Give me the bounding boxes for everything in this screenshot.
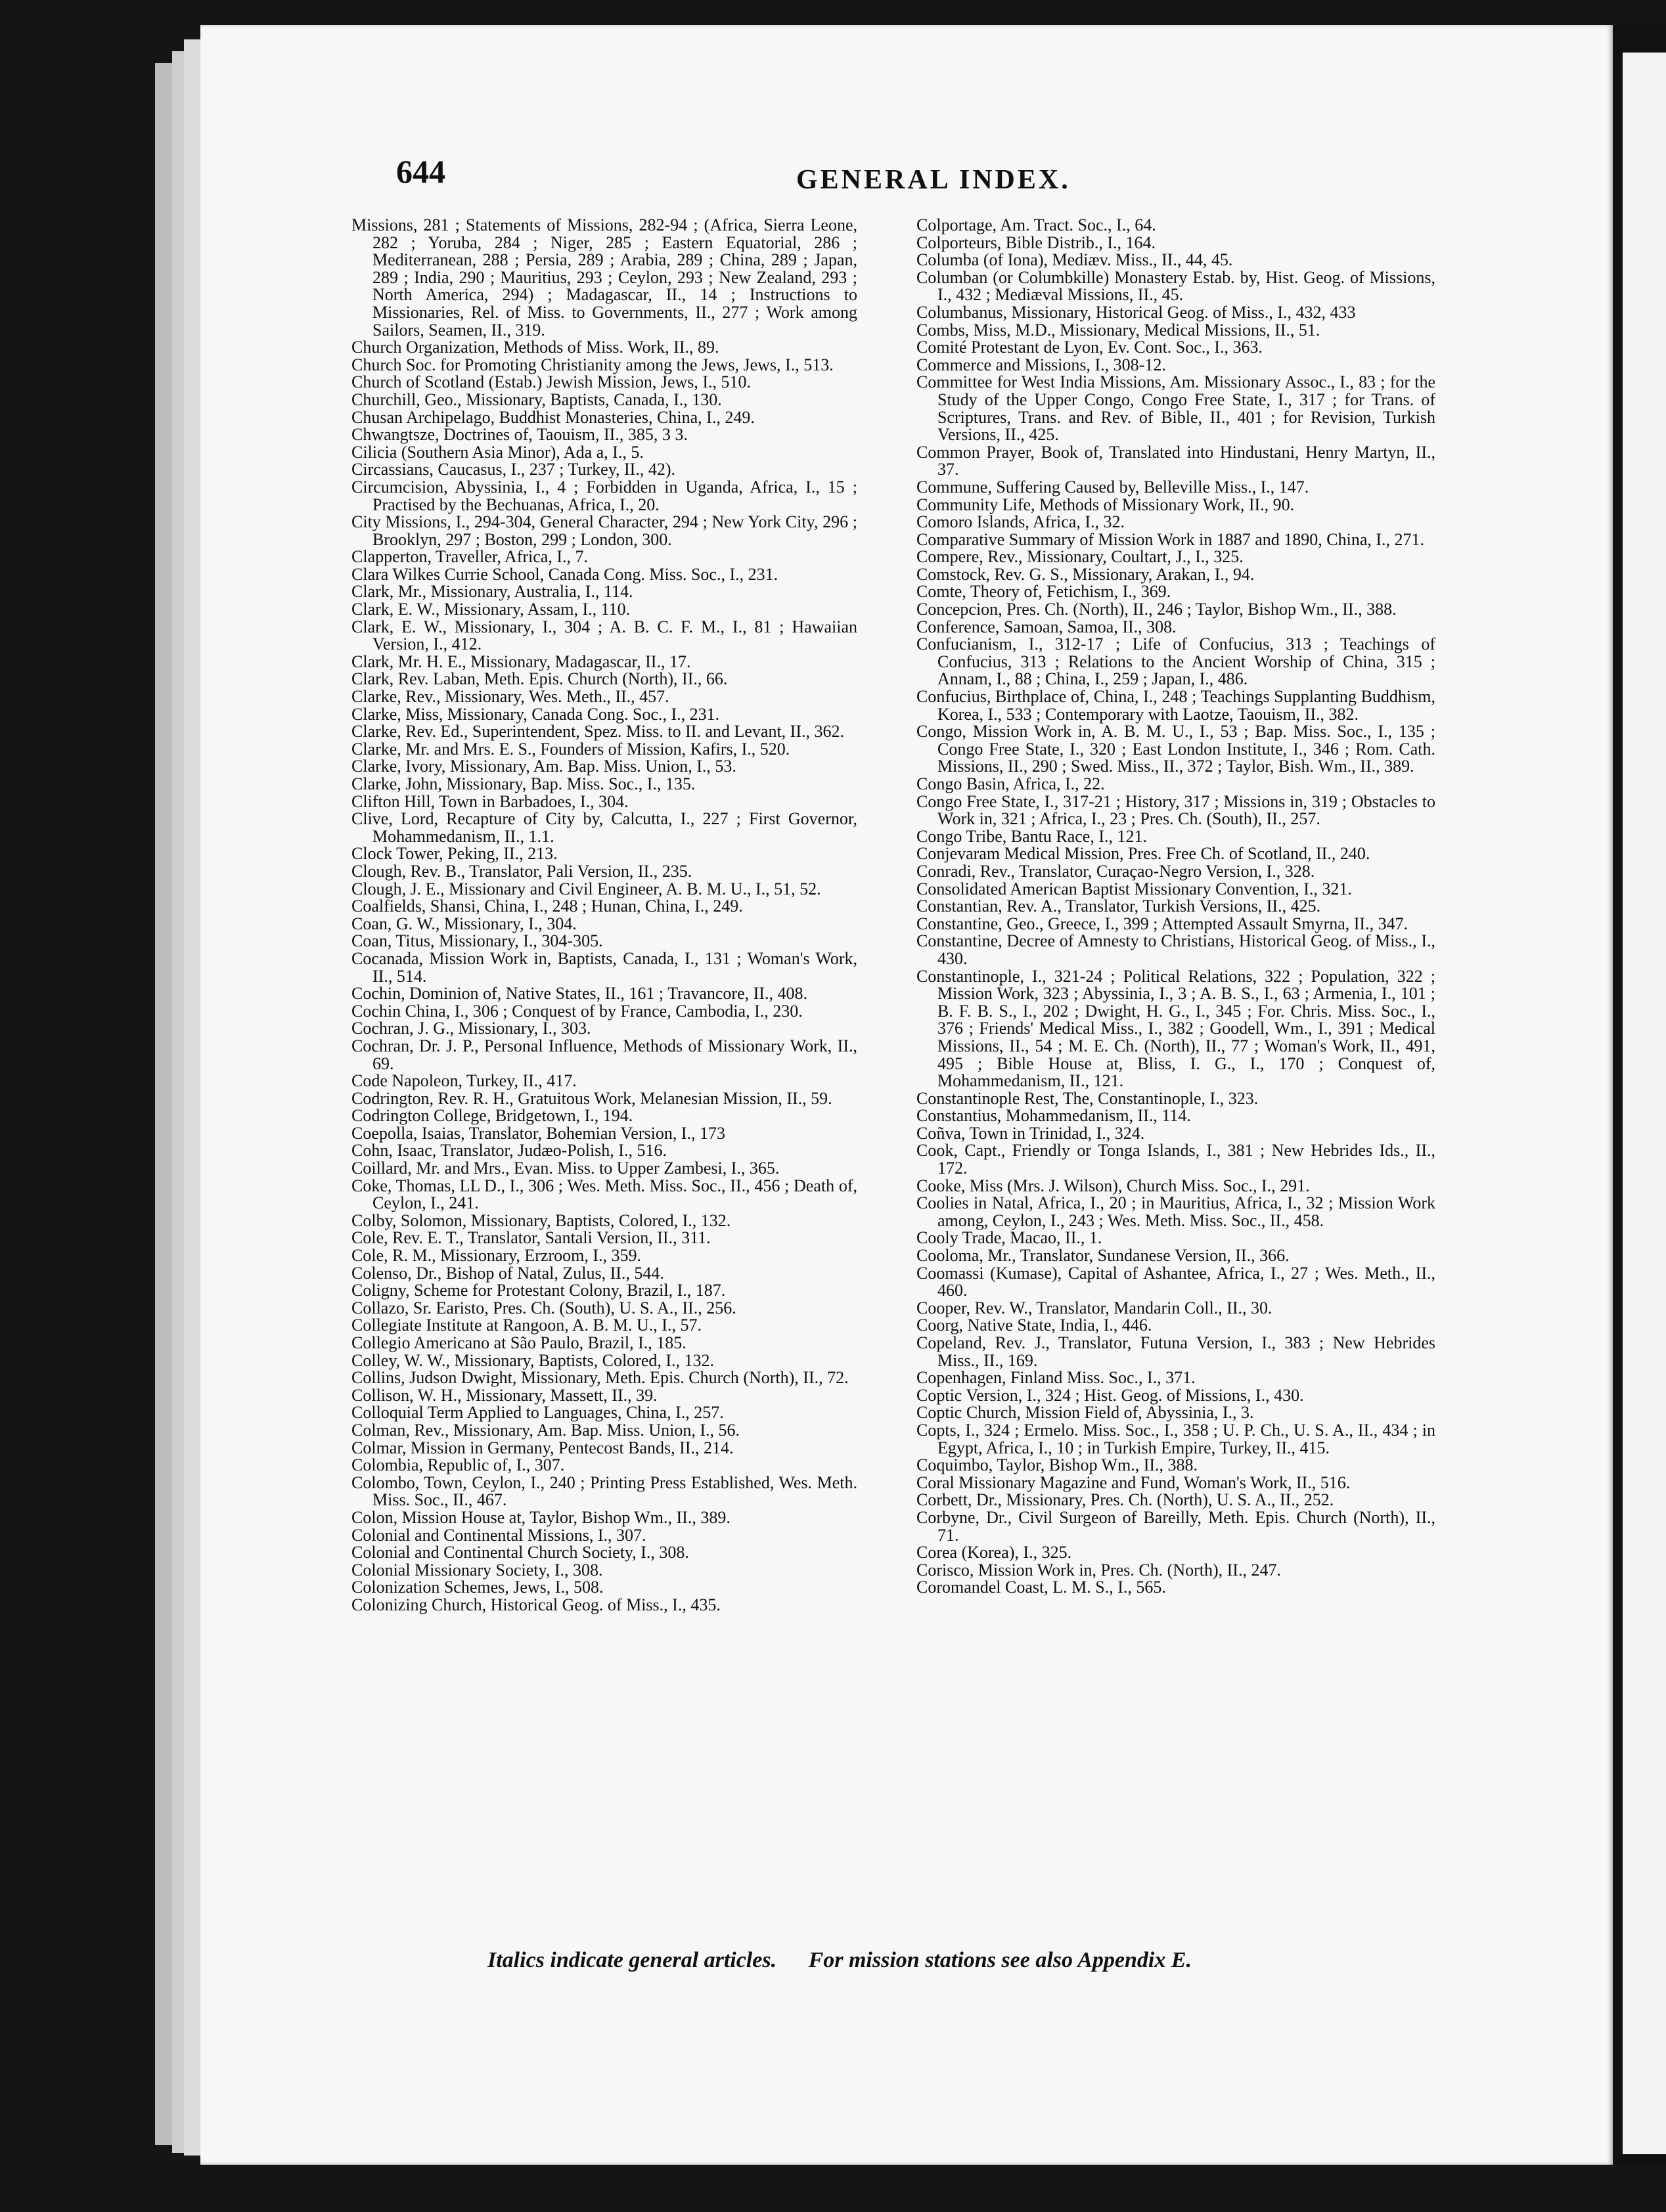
index-entry: Columbanus, Missionary, Historical Geog. of Miss., I., 432, 433 bbox=[916, 302, 1356, 322]
adjacent-page bbox=[1623, 53, 1666, 2154]
index-entry: Coñva, Town in Trinidad, I., 324. bbox=[916, 1123, 1145, 1143]
index-entry: Codrington College, Bridgetown, I., 194. bbox=[351, 1106, 633, 1126]
index-column-left bbox=[351, 217, 857, 1614]
index-entry: Cooloma, Mr., Translator, Sundanese Version, II., 366. bbox=[916, 1246, 1290, 1266]
index-entry: Conference, Samoan, Samoa, II., 308. bbox=[916, 617, 1177, 636]
index-entry: Confucianism, I., 312-17 ; Life of Confucius, 313 ; Teachings of Confucius, 313 ; Relations to the Ancient Worship of China, 315 ; Annam, I., 88 ; China, I., 259 ; Japan, I., 486. bbox=[916, 634, 1435, 689]
footer-appendix-note: For mission stations see also Appendix E. bbox=[808, 1948, 1192, 1972]
index-entry: Cocanada, Mission Work in, Baptists, Canada, I., 131 ; Woman's Work, II., 514. bbox=[351, 948, 857, 986]
index-entry: Committee for West India Missions, Am. Missionary Assoc., I., 83 ; for the Study of the Upper Congo, Congo Free State, I., 317 ; for Trans. of Scriptures, Trans. and Rev. of Bible, II., 401 ; for Revision, Turkish Versions, II., 425. bbox=[916, 372, 1435, 445]
index-entry: Comstock, Rev. G. S., Missionary, Arakan, I., 94. bbox=[916, 564, 1255, 584]
page-number: 644 bbox=[396, 153, 445, 190]
index-entry: Clark, Rev. Laban, Meth. Epis. Church (North), II., 66. bbox=[351, 669, 728, 689]
index-entry: Cooper, Rev. W., Translator, Mandarin Coll., II., 30. bbox=[916, 1298, 1272, 1317]
index-entry: Cole, R. M., Missionary, Erzroom, I., 359. bbox=[351, 1246, 641, 1266]
index-entry: Clough, Rev. B., Translator, Pali Version, II., 235. bbox=[351, 861, 692, 881]
index-entry: Clarke, Miss, Missionary, Canada Cong. Soc., I., 231. bbox=[351, 704, 720, 724]
index-entry: City Missions, I., 294-304, General Character, 294 ; New York City, 296 ; Brooklyn, 297 ; Boston, 299 ; London, 300. bbox=[351, 512, 857, 549]
index-entry: Clara Wilkes Currie School, Canada Cong. Miss. Soc., I., 231. bbox=[351, 564, 778, 584]
index-entry: Combs, Miss, M.D., Missionary, Medical Missions, II., 51. bbox=[916, 320, 1320, 340]
index-entry: Colenso, Dr., Bishop of Natal, Zulus, II., 544. bbox=[351, 1263, 664, 1283]
index-entry: Churchill, Geo., Missionary, Baptists, Canada, I., 130. bbox=[351, 389, 722, 409]
index-entry: Clock Tower, Peking, II., 213. bbox=[351, 844, 558, 864]
index-entry: Coke, Thomas, LL D., I., 306 ; Wes. Meth. Miss. Soc., II., 456 ; Death of, Ceylon, I., 241. bbox=[351, 1176, 857, 1213]
index-entry: Colley, W. W., Missionary, Baptists, Colored, I., 132. bbox=[351, 1350, 715, 1370]
page-footer bbox=[487, 1948, 1341, 1973]
index-entry: Code Napoleon, Turkey, II., 417. bbox=[351, 1071, 577, 1091]
index-entry: Cook, Capt., Friendly or Tonga Islands, I., 381 ; New Hebrides Ids., II., 172. bbox=[916, 1141, 1435, 1178]
index-entry: Cochran, Dr. J. P., Personal Influence, Methods of Missionary Work, II., 69. bbox=[351, 1036, 857, 1073]
index-entry: Colporteurs, Bible Distrib., I., 164. bbox=[916, 232, 1156, 252]
index-entry: Constantine, Geo., Greece, I., 399 ; Attempted Assault Smyrna, II., 347. bbox=[916, 914, 1408, 933]
index-entry: Constantinople Rest, The, Constantinople, I., 323. bbox=[916, 1088, 1259, 1108]
index-entry: Clifton Hill, Town in Barbadoes, I., 304. bbox=[351, 791, 629, 811]
index-entry: Cole, Rev. E. T., Translator, Santali Version, II., 311. bbox=[351, 1228, 711, 1248]
index-entry: Copeland, Rev. J., Translator, Futuna Version, I., 383 ; New Hebrides Miss., II., 169. bbox=[916, 1333, 1435, 1370]
index-entry: Colloquial Term Applied to Languages, China, I., 257. bbox=[351, 1403, 724, 1423]
index-entry: Coligny, Scheme for Protestant Colony, Brazil, I., 187. bbox=[351, 1281, 726, 1300]
index-entry: Copenhagen, Finland Miss. Soc., I., 371. bbox=[916, 1368, 1196, 1388]
index-entry: Conjevaram Medical Mission, Pres. Free Ch. of Scotland, II., 240. bbox=[916, 844, 1370, 864]
index-entry: Cooke, Miss (Mrs. J. Wilson), Church Miss. Soc., I., 291. bbox=[916, 1176, 1310, 1195]
index-entry: Confucius, Birthplace of, China, I., 248 ; Teachings Supplanting Buddhism, Korea, I., 533 ; Contemporary with Laotze, Taouism, II., 382. bbox=[916, 687, 1435, 724]
index-entry: Congo Tribe, Bantu Race, I., 121. bbox=[916, 826, 1147, 846]
index-entry: Constantius, Mohammedanism, II., 114. bbox=[916, 1106, 1191, 1126]
index-entry: Colmar, Mission in Germany, Pentecost Bands, II., 214. bbox=[351, 1438, 734, 1457]
index-entry: Cohn, Isaac, Translator, Judæo-Polish, I., 516. bbox=[351, 1141, 667, 1161]
index-entry: Colonizing Church, Historical Geog. of Miss., I., 435. bbox=[351, 1595, 721, 1614]
index-entry: Congo Basin, Africa, I., 22. bbox=[916, 774, 1105, 793]
index-entry: Clarke, Ivory, Missionary, Am. Bap. Miss. Union, I., 53. bbox=[351, 757, 736, 776]
index-entry: Cooly Trade, Macao, II., 1. bbox=[916, 1228, 1102, 1248]
index-entry: Coptic Version, I., 324 ; Hist. Geog. of Missions, I., 430. bbox=[916, 1385, 1304, 1405]
index-entry: Colby, Solomon, Missionary, Baptists, Colored, I., 132. bbox=[351, 1210, 731, 1230]
index-entry: Coan, G. W., Missionary, I., 304. bbox=[351, 914, 577, 933]
index-entry: Congo, Mission Work in, A. B. M. U., I., 53 ; Bap. Miss. Soc., I., 135 ; Congo Free State, I., 320 ; East London Institute, I., 346 ; Rom. Cath. Missions, II., 290 ; Swed. Miss., II., 372 ; Taylor, Bish. Wm., II., 389. bbox=[916, 722, 1435, 776]
index-entry: Comparative Summary of Mission Work in 1887 and 1890, China, I., 271. bbox=[916, 529, 1425, 549]
index-entry: Consolidated American Baptist Missionary Convention, I., 321. bbox=[916, 879, 1352, 898]
index-entry: Clark, Mr. H. E., Missionary, Madagascar, II., 17. bbox=[351, 652, 691, 671]
index-entry: Corbett, Dr., Missionary, Pres. Ch. (North), U. S. A., II., 252. bbox=[916, 1490, 1334, 1510]
index-entry: Colportage, Am. Tract. Soc., I., 64. bbox=[916, 215, 1156, 234]
index-entry: Chwangtsze, Doctrines of, Taouism, II., 385, 3 3. bbox=[351, 425, 688, 445]
index-entry: Clive, Lord, Recapture of City by, Calcutta, I., 227 ; First Governor, Mohammedanism, II., 1.1. bbox=[351, 809, 857, 846]
index-entry: Missions, 281 ; Statements of Missions, 282-94 ; (Africa, Sierra Leone, 282 ; Yoruba, 284 ; Niger, 285 ; Eastern Equatorial, 286 ; Mediterranean, 288 ; Persia, 289 ; Arabia, 289 ; China, 289 ; Japan, 289 ; India, 290 ; Mauritius, 293 ; Ceylon, 293 ; New Zealand, 293 ; North America, 294) ; Madagascar, II., 14 ; Instructions to Missionaries, Rel. of Miss. to Governments, II., 277 ; Work among Sailors, Seamen, II., 319. bbox=[351, 215, 857, 340]
index-entry: Community Life, Methods of Missionary Work, II., 90. bbox=[916, 495, 1295, 514]
index-entry: Chusan Archipelago, Buddhist Monasteries, China, I., 249. bbox=[351, 407, 755, 427]
index-entry: Church of Scotland (Estab.) Jewish Mission, Jews, I., 510. bbox=[351, 372, 752, 392]
index-entry: Collegiate Institute at Rangoon, A. B. M. U., I., 57. bbox=[351, 1316, 702, 1335]
index-entry: Coromandel Coast, L. M. S., I., 565. bbox=[916, 1578, 1166, 1597]
index-entry: Church Organization, Methods of Miss. Work, II., 89. bbox=[351, 338, 719, 357]
index-entry: Circumcision, Abyssinia, I., 4 ; Forbidden in Uganda, Africa, I., 15 ; Practised by the Bechuanas, Africa, I., 20. bbox=[351, 477, 857, 514]
index-entry: Clough, J. E., Missionary and Civil Engineer, A. B. M. U., I., 51, 52. bbox=[351, 879, 821, 898]
index-entry: Commune, Suffering Caused by, Belleville Miss., I., 147. bbox=[916, 477, 1309, 497]
index-entry: Cochin, Dominion of, Native States, II., 161 ; Travancore, II., 408. bbox=[351, 984, 807, 1004]
index-entry: Constantinople, I., 321-24 ; Political Relations, 322 ; Population, 322 ; Mission Work, 323 ; Abyssinia, I., 3 ; A. B. S., I., 63 ; Armenia, I., 101 ; B. F. B. S., I., 202 ; Dwight, H. G., I., 345 ; For. Chris. Miss. Soc., I., 376 ; Friends' Medical Miss., I., 382 ; Goodell, Wm., I., 391 ; Medical Missions, II., 54 ; M. E. Ch. (North), II., 77 ; Woman's Work, II., 491, 495 ; Bible House at, Bliss, I. G., I., 170 ; Conquest of, Mohammedanism, II., 121. bbox=[916, 966, 1435, 1091]
index-entry: Coepolla, Isaias, Translator, Bohemian Version, I., 173 bbox=[351, 1123, 725, 1143]
index-entry: Conradi, Rev., Translator, Curaçao-Negro Version, I., 328. bbox=[916, 861, 1315, 881]
index-entry: Collegio Americano at São Paulo, Brazil, I., 185. bbox=[351, 1333, 687, 1352]
index-entry: Coolies in Natal, Africa, I., 20 ; in Mauritius, Africa, I., 32 ; Mission Work among, Ceylon, I., 243 ; Wes. Meth. Miss. Soc., II., 458. bbox=[916, 1193, 1435, 1230]
index-entry: Concepcion, Pres. Ch. (North), II., 246 ; Taylor, Bishop Wm., II., 388. bbox=[916, 600, 1397, 619]
index-entry: Comte, Theory of, Fetichism, I., 369. bbox=[916, 582, 1171, 602]
index-entry: Clark, Mr., Missionary, Australia, I., 114. bbox=[351, 582, 633, 602]
index-entry: Collazo, Sr. Earisto, Pres. Ch. (South), U. S. A., II., 256. bbox=[351, 1298, 736, 1317]
index-entry: Comoro Islands, Africa, I., 32. bbox=[916, 512, 1125, 532]
index-entry: Coalfields, Shansi, China, I., 248 ; Hunan, China, I., 249. bbox=[351, 896, 743, 916]
index-entry: Colman, Rev., Missionary, Am. Bap. Miss. Union, I., 56. bbox=[351, 1420, 740, 1440]
index-entry: Coomassi (Kumase), Capital of Ashantee, Africa, I., 27 ; Wes. Meth., II., 460. bbox=[916, 1263, 1435, 1300]
index-entry: Copts, I., 324 ; Ermelo. Miss. Soc., I., 358 ; U. P. Ch., U. S. A., II., 434 ; in Egypt, Africa, I., 10 ; in Turkish Empire, Turkey, II., 415. bbox=[916, 1420, 1435, 1457]
index-entry: Cochran, J. G., Missionary, I., 303. bbox=[351, 1019, 591, 1038]
index-entry: Clarke, Rev., Missionary, Wes. Meth., II., 457. bbox=[351, 687, 669, 707]
index-entry: Columban (or Columbkille) Monastery Estab. by, Hist. Geog. of Missions, I., 432 ; Mediæval Missions, II., 45. bbox=[916, 267, 1435, 305]
index-entry: Colombo, Town, Ceylon, I., 240 ; Printing Press Established, Wes. Meth. Miss. Soc., II., 467. bbox=[351, 1472, 857, 1510]
index-entry: Constantine, Decree of Amnesty to Christians, Historical Geog. of Miss., I., 430. bbox=[916, 931, 1435, 968]
index-column-right bbox=[916, 217, 1435, 1597]
index-entry: Colombia, Republic of, I., 307. bbox=[351, 1455, 565, 1475]
index-entry: Cochin China, I., 306 ; Conquest of by France, Cambodia, I., 230. bbox=[351, 1001, 803, 1021]
running-head: GENERAL INDEX. bbox=[796, 165, 1071, 195]
index-entry: Coillard, Mr. and Mrs., Evan. Miss. to Upper Zambesi, I., 365. bbox=[351, 1159, 780, 1178]
index-entry: Clark, E. W., Missionary, I., 304 ; A. B. C. F. M., I., 81 ; Hawaiian Version, I., 412. bbox=[351, 617, 857, 654]
index-entry: Clark, E. W., Missionary, Assam, I., 110. bbox=[351, 600, 631, 619]
index-entry: Collins, Judson Dwight, Missionary, Meth. Epis. Church (North), II., 72. bbox=[351, 1368, 849, 1388]
index-entry: Colonial Missionary Society, I., 308. bbox=[351, 1560, 603, 1580]
index-entry: Colonial and Continental Missions, I., 307. bbox=[351, 1525, 646, 1545]
index-entry: Common Prayer, Book of, Translated into Hindustani, Henry Martyn, II., 37. bbox=[916, 442, 1435, 479]
index-entry: Coorg, Native State, India, I., 446. bbox=[916, 1316, 1152, 1335]
index-entry: Commerce and Missions, I., 308-12. bbox=[916, 355, 1166, 374]
index-entry: Church Soc. for Promoting Christianity among the Jews, Jews, I., 513. bbox=[351, 355, 834, 374]
index-entry: Clarke, Rev. Ed., Superintendent, Spez. Miss. to II. and Levant, II., 362. bbox=[351, 722, 844, 741]
index-entry: Coral Missionary Magazine and Fund, Woman's Work, II., 516. bbox=[916, 1472, 1351, 1492]
index-entry: Clarke, John, Missionary, Bap. Miss. Soc., I., 135. bbox=[351, 774, 696, 793]
index-entry: Congo Free State, I., 317-21 ; History, 317 ; Missions in, 319 ; Obstacles to Work in, 321 ; Africa, I., 23 ; Pres. Ch. (South), II., 257. bbox=[916, 791, 1435, 829]
index-entry: Collison, W. H., Missionary, Massett, II., 39. bbox=[351, 1385, 658, 1405]
index-entry: Colonization Schemes, Jews, I., 508. bbox=[351, 1578, 604, 1597]
index-entry: Codrington, Rev. R. H., Gratuitous Work, Melanesian Mission, II., 59. bbox=[351, 1088, 832, 1108]
index-entry: Corbyne, Dr., Civil Surgeon of Bareilly, Meth. Epis. Church (North), II., 71. bbox=[916, 1507, 1435, 1545]
index-entry: Coan, Titus, Missionary, I., 304-305. bbox=[351, 931, 603, 951]
index-entry: Constantian, Rev. A., Translator, Turkish Versions, II., 425. bbox=[916, 896, 1321, 916]
index-entry: Compere, Rev., Missionary, Coultart, J., I., 325. bbox=[916, 547, 1244, 567]
index-entry: Corea (Korea), I., 325. bbox=[916, 1543, 1072, 1562]
index-entry: Coptic Church, Mission Field of, Abyssinia, I., 3. bbox=[916, 1403, 1254, 1423]
index-entry: Circassians, Caucasus, I., 237 ; Turkey, II., 42). bbox=[351, 460, 675, 479]
index-entry: Clarke, Mr. and Mrs. E. S., Founders of Mission, Kafirs, I., 520. bbox=[351, 739, 790, 759]
index-entry: Clapperton, Traveller, Africa, I., 7. bbox=[351, 547, 588, 567]
index-entry: Cilicia (Southern Asia Minor), Ada a, I., 5. bbox=[351, 442, 644, 462]
index-entry: Coquimbo, Taylor, Bishop Wm., II., 388. bbox=[916, 1455, 1198, 1475]
index-entry: Colon, Mission House at, Taylor, Bishop Wm., II., 389. bbox=[351, 1507, 731, 1527]
index-entry: Comité Protestant de Lyon, Ev. Cont. Soc., I., 363. bbox=[916, 338, 1263, 357]
footer-italics-note: Italics indicate general articles. bbox=[487, 1948, 777, 1972]
index-entry: Corisco, Mission Work in, Pres. Ch. (North), II., 247. bbox=[916, 1560, 1281, 1580]
index-entry: Columba (of Iona), Mediæv. Miss., II., 44, 45. bbox=[916, 250, 1233, 270]
index-entry: Colonial and Continental Church Society, I., 308. bbox=[351, 1543, 689, 1562]
